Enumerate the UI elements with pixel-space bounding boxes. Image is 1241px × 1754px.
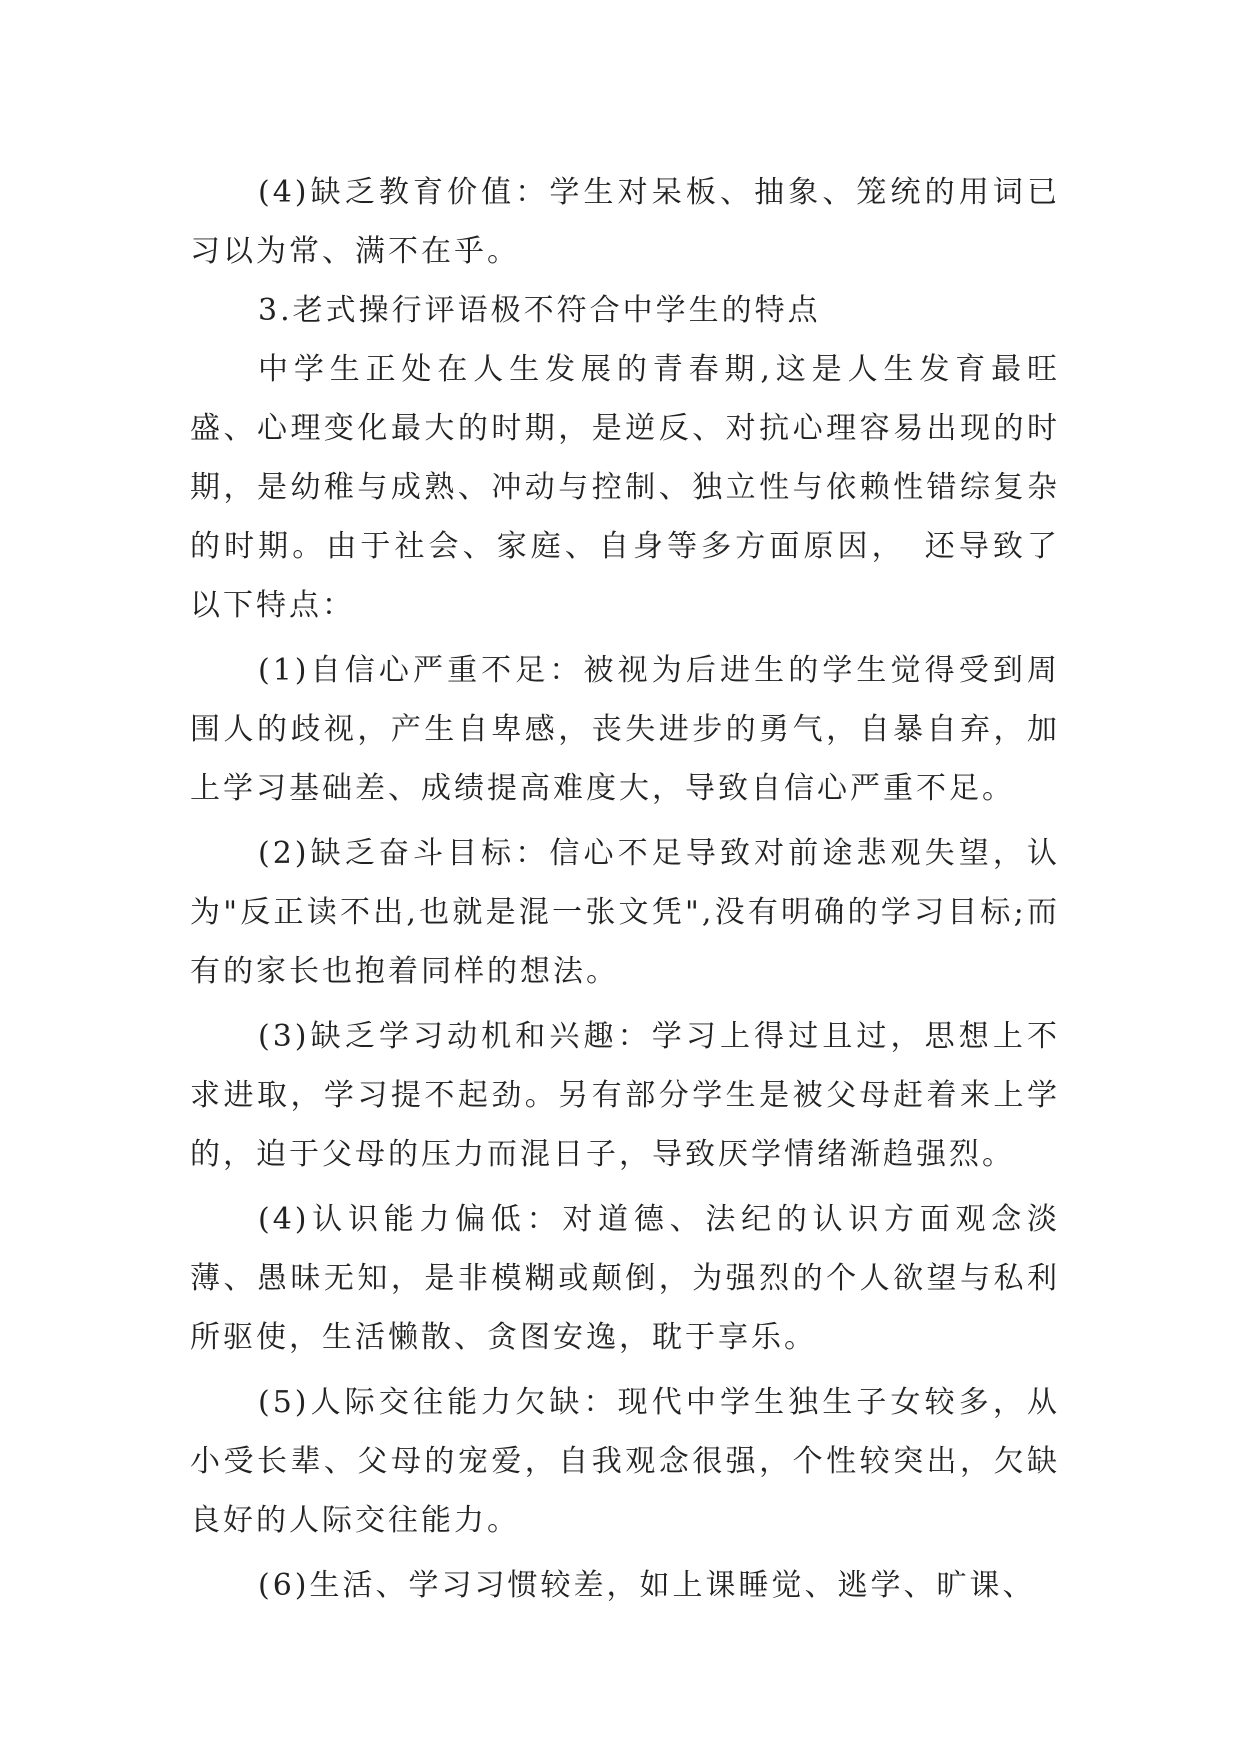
paragraph-low-cognition: (4)认识能力偏低：对道德、法纪的认识方面观念淡薄、愚昧无知，是非模糊或颠倒，为强烈的个人欲望与私利所驱使，生活懒散、贪图安逸，耽于享乐。 (190, 1202, 1060, 1355)
paragraph-adolescence: 中学生正处在人生发展的青春期,这是人生发育最旺盛、心理变化最大的时期，是逆反、对抗心理容易出现的时期，是幼稚与成熟、冲动与控制、独立性与依赖性错综复杂的时期。由于社会、家庭、自身等多方面原因， 还导致了以下特点： (190, 352, 1060, 623)
document-body (190, 163, 1060, 1615)
paragraph-low-confidence: (1)自信心严重不足：被视为后进生的学生觉得受到周围人的歧视，产生自卑感，丧失进步的勇气，自暴自弃，加上学习基础差、成绩提高难度大，导致自信心严重不足。 (190, 653, 1060, 806)
paragraph-poor-habits: (6)生活、学习习惯较差，如上课睡觉、逃学、旷课、 (258, 1568, 1036, 1603)
paragraph-social-skills: (5)人际交往能力欠缺：现代中学生独生子女较多，从小受长辈、父母的宠爱，自我观念很强，个性较突出，欠缺良好的人际交往能力。 (190, 1385, 1060, 1538)
paragraph-no-motivation: (3)缺乏学习动机和兴趣：学习上得过且过，思想上不求进取，学习提不起劲。另有部分学生是被父母赶着来上学的，迫于父母的压力而混日子，导致厌学情绪渐趋强烈。 (190, 1019, 1060, 1172)
paragraph-lack-educational-value: (4)缺乏教育价值：学生对呆板、抽象、笼统的用词已习以为常、满不在乎。 (190, 175, 1060, 269)
section-heading-old-comments: 3.老式操行评语极不符合中学生的特点 (258, 293, 821, 328)
paragraph-no-goals: (2)缺乏奋斗目标：信心不足导致对前途悲观失望，认为"反正读不出,也就是混一张文凭",没有明确的学习目标;而有的家长也抱着同样的想法。 (190, 836, 1060, 989)
